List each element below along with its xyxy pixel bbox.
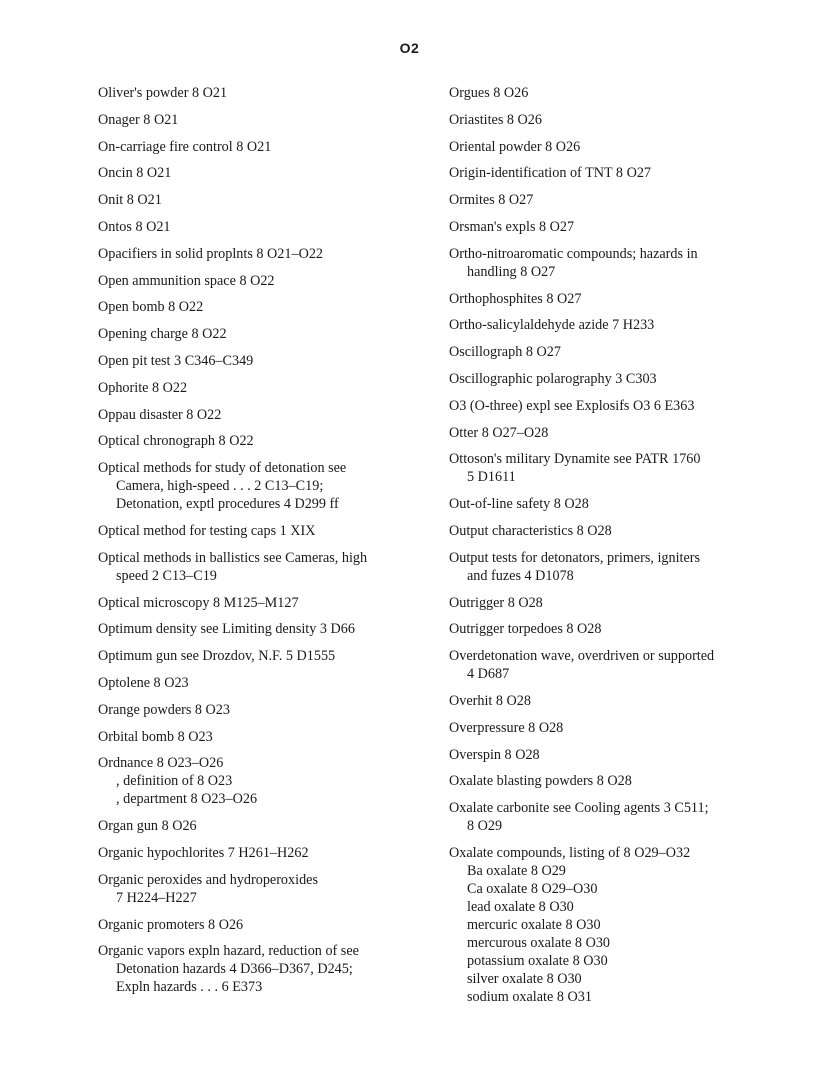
index-entry-heading: Optimum gun see Drozdov, N.F. 5 D1555 (98, 648, 336, 665)
index-entry-heading: Ontos 8 O21 (98, 218, 171, 235)
index-entry (98, 164, 448, 182)
index-entry (98, 432, 448, 450)
index-entry-heading: Optimum density see Limiting density 3 D66 (98, 621, 355, 638)
index-entry (449, 692, 799, 710)
index-entry-heading: Ophorite 8 O22 (98, 379, 188, 396)
index-entry (98, 111, 448, 129)
index-entry-continuation: potassium oxalate 8 O30 (467, 952, 608, 969)
index-entry-heading: O3 (O-three) expl see Explosifs O3 6 E363 (449, 397, 695, 414)
index-entry-continuation: Ca oxalate 8 O29–O30 (467, 880, 598, 897)
index-entry (449, 647, 799, 683)
index-entry-heading: Optical methods in ballistics see Cameras, high (98, 549, 368, 566)
index-entry (449, 84, 799, 102)
index-entry-heading: Organ gun 8 O26 (98, 818, 197, 835)
index-entry-continuation: 5 D1611 (467, 469, 516, 486)
index-entry-continuation: 4 D687 (467, 666, 510, 683)
index-entry-continuation: Detonation, exptl procedures 4 D299 ff (116, 496, 339, 513)
index-entry (98, 549, 448, 585)
index-entry-heading: Oriental powder 8 O26 (449, 138, 581, 155)
index-entry-heading: Orsman's expls 8 O27 (449, 218, 575, 235)
index-entry (98, 218, 448, 236)
index-entry-heading: Overhit 8 O28 (449, 692, 531, 709)
index-entry (98, 406, 448, 424)
index-entry (449, 424, 799, 442)
index-entry (98, 298, 448, 316)
index-entry (449, 370, 799, 388)
index-entry-heading: Optical methods for study of detonation see (98, 460, 347, 477)
index-entry-heading: Ordnance 8 O23–O26 (98, 755, 224, 772)
index-entry-heading: Overspin 8 O28 (449, 746, 540, 763)
index-column-left (98, 84, 448, 1005)
index-entry (449, 290, 799, 308)
index-entry (449, 450, 799, 486)
index-entry (98, 272, 448, 290)
index-entry-heading: Ottoson's military Dynamite see PATR 1760 (449, 451, 701, 468)
index-entry (449, 316, 799, 334)
index-entry-heading: Oliver's powder 8 O21 (98, 85, 228, 101)
index-entry (449, 549, 799, 585)
index-entry-heading: Onager 8 O21 (98, 111, 179, 128)
index-entry-heading: Optical chronograph 8 O22 (98, 433, 254, 450)
index-entry-continuation: 7 H224–H227 (116, 889, 197, 906)
index-entry-heading: Oppau disaster 8 O22 (98, 406, 222, 423)
index-entry-continuation: mercuric oxalate 8 O30 (467, 916, 601, 933)
index-entry-heading: Optical method for testing caps 1 XIX (98, 522, 316, 539)
index-entry-continuation: Ba oxalate 8 O29 (467, 862, 566, 879)
index-entry (98, 728, 448, 746)
index-entry (98, 459, 448, 513)
index-entry (449, 111, 799, 129)
index-entry-heading: Out-of-line safety 8 O28 (449, 496, 589, 513)
index-entry (98, 754, 448, 808)
index-entry (449, 245, 799, 281)
index-entry (449, 191, 799, 209)
index-entry-continuation: Expln hazards . . . 6 E373 (116, 979, 263, 996)
index-entry-heading: Outrigger 8 O28 (449, 594, 543, 611)
index-entry (449, 799, 799, 835)
index-entry (449, 495, 799, 513)
index-entry-continuation: mercurous oxalate 8 O30 (467, 934, 611, 951)
index-entry-continuation: handling 8 O27 (467, 263, 556, 280)
index-column-right (449, 84, 799, 1015)
index-entry-heading: Organic peroxides and hydroperoxides (98, 871, 318, 888)
index-entry (98, 916, 448, 934)
index-entry-continuation: Detonation hazards 4 D366–D367, D245; (116, 961, 353, 978)
index-entry (449, 522, 799, 540)
index-entry (449, 397, 799, 415)
index-entry (449, 343, 799, 361)
index-entry (98, 701, 448, 719)
index-entry (449, 164, 799, 182)
index-entry (98, 379, 448, 397)
index-entry (98, 352, 448, 370)
index-entry-heading: Oncin 8 O21 (98, 165, 172, 182)
index-entry-continuation: lead oxalate 8 O30 (467, 898, 574, 915)
index-entry-heading: Onit 8 O21 (98, 192, 162, 209)
index-entry (449, 594, 799, 612)
index-entry-continuation: , department 8 O23–O26 (116, 791, 258, 808)
index-entry-heading: Opening charge 8 O22 (98, 326, 227, 343)
index-entry-heading: Outrigger torpedoes 8 O28 (449, 621, 602, 638)
index-entry (449, 772, 799, 790)
index-entry-heading: Orthophosphites 8 O27 (449, 290, 582, 307)
index-entry-heading: Oscillographic polarography 3 C303 (449, 370, 657, 387)
index-entry-continuation: speed 2 C13–C19 (116, 567, 217, 584)
index-entry-heading: Output characteristics 8 O28 (449, 522, 612, 539)
index-entry-heading: Orgues 8 O26 (449, 85, 529, 101)
index-entry (98, 871, 448, 907)
index-entry-heading: On-carriage fire control 8 O21 (98, 138, 272, 155)
index-entry-heading: Oxalate blasting powders 8 O28 (449, 773, 632, 790)
index-entry-heading: Ormites 8 O27 (449, 192, 534, 209)
index-entry-continuation: sodium oxalate 8 O31 (467, 988, 592, 1005)
index-entry-continuation: , definition of 8 O23 (116, 773, 233, 790)
index-entry-heading: Open pit test 3 C346–C349 (98, 352, 254, 369)
index-entry-continuation: Camera, high-speed . . . 2 C13–C19; (116, 478, 324, 495)
index-entry (449, 218, 799, 236)
index-entry-heading: Open bomb 8 O22 (98, 299, 204, 316)
index-entry-continuation: 8 O29 (467, 818, 503, 835)
index-entry-heading: Ortho-nitroaromatic compounds; hazards in (449, 245, 698, 262)
index-entry-heading: Orange powders 8 O23 (98, 701, 230, 718)
index-entry (98, 84, 448, 102)
index-entry-heading: Organic vapors expln hazard, reduction of see (98, 943, 359, 960)
index-entry (98, 647, 448, 665)
index-entry (98, 817, 448, 835)
index-entry (449, 620, 799, 638)
index-entry-heading: Optical microscopy 8 M125–M127 (98, 594, 299, 611)
index-entry-heading: Overdetonation wave, overdriven or supported (449, 648, 715, 665)
page-label: O2 (399, 40, 420, 56)
index-entry-heading: Open ammunition space 8 O22 (98, 272, 275, 289)
index-entry-continuation: and fuzes 4 D1078 (467, 567, 574, 584)
index-entry (98, 594, 448, 612)
index-entry (449, 719, 799, 737)
index-entry (98, 844, 448, 862)
index-entry-heading: Oxalate carbonite see Cooling agents 3 C511; (449, 800, 709, 817)
index-entry-heading: Origin-identification of TNT 8 O27 (449, 165, 652, 182)
index-entry (98, 522, 448, 540)
index-entry (98, 138, 448, 156)
index-entry-heading: Organic promoters 8 O26 (98, 916, 244, 933)
index-entry-heading: Opacifiers in solid proplnts 8 O21–O22 (98, 245, 324, 262)
index-entry-heading: Output tests for detonators, primers, igniters (449, 549, 700, 566)
index-entry-heading: Oscillograph 8 O27 (449, 344, 561, 361)
index-entry (98, 325, 448, 343)
index-entry-heading: Oriastites 8 O26 (449, 111, 542, 128)
index-entry-continuation: silver oxalate 8 O30 (467, 970, 582, 987)
index-entry-heading: Otter 8 O27–O28 (449, 424, 549, 441)
index-entry-heading: Overpressure 8 O28 (449, 719, 564, 736)
page-header (0, 40, 819, 56)
index-entry (98, 942, 448, 996)
index-entry-heading: Orbital bomb 8 O23 (98, 728, 213, 745)
index-entry (449, 844, 799, 1006)
index-entry (449, 746, 799, 764)
index-entry-heading: Organic hypochlorites 7 H261–H262 (98, 844, 309, 861)
index-entry (449, 138, 799, 156)
index-entry (98, 620, 448, 638)
index-entry-heading: Ortho-salicylaldehyde azide 7 H233 (449, 317, 655, 334)
index-entry (98, 674, 448, 692)
index-entry (98, 245, 448, 263)
index-entry-heading: Oxalate compounds, listing of 8 O29–O32 (449, 844, 691, 861)
index-entry-heading: Optolene 8 O23 (98, 674, 189, 691)
index-entry (98, 191, 448, 209)
